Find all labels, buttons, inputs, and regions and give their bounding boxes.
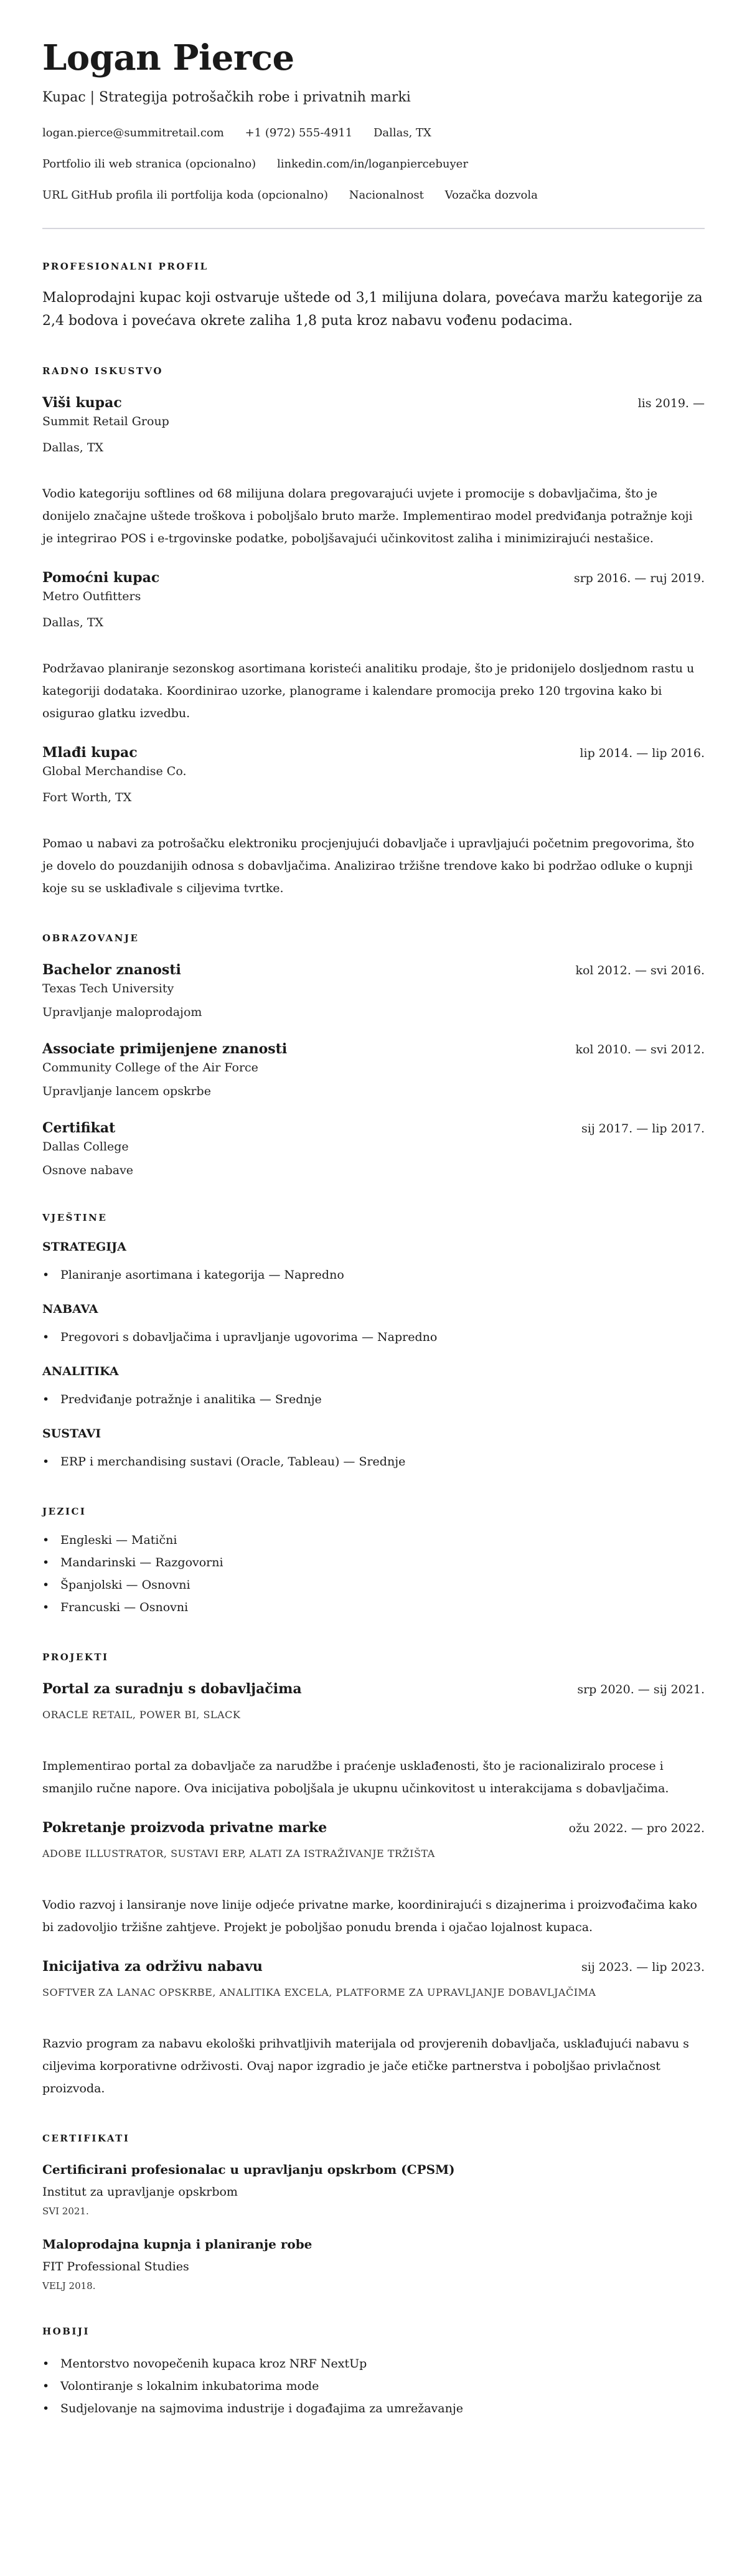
skill-category: STRATEGIJA xyxy=(42,1240,126,1254)
job-description: Podržavao planiranje sezonskog asortimana koristeći analitiku prodaje, što je pridonijelo dosljednom rastu u kategoriji dodataka. Koordinirao uzorke, planograme i kalendare promocija preko 120 trgovina kako bi osigurao glatku izvedbu. xyxy=(42,662,695,720)
projects-section xyxy=(42,1651,705,2100)
date-range: srp 2016. — ruj 2019. xyxy=(573,571,705,585)
company: Summit Retail Group xyxy=(42,415,169,428)
project-technologies: ORACLE RETAIL, POWER BI, SLACK xyxy=(42,1709,241,1721)
project-entry xyxy=(42,1680,705,1800)
certificate-date: VELJ 2018. xyxy=(42,2280,96,2292)
contact-row xyxy=(42,188,705,203)
entry-header xyxy=(42,1119,705,1138)
experience-entry xyxy=(42,743,705,900)
language-item: • Francuski — Osnovni xyxy=(42,1596,705,1619)
candidate-headline: Kupac | Strategija potrošačkih robe i privatnih marki xyxy=(42,90,411,105)
hobby-item: • Mentorstvo novopečenih kupaca kroz NRF NextUp xyxy=(42,2353,705,2375)
skill-category: ANALITIKA xyxy=(42,1365,119,1378)
section-title: PROFESIONALNI PROFIL xyxy=(42,261,209,272)
entry-header xyxy=(42,743,705,763)
job-location: Fort Worth, TX xyxy=(42,791,132,804)
languages-list xyxy=(42,1529,705,1619)
entry-header xyxy=(42,961,705,980)
hobby-item: • Volontiranje s lokalnim inkubatorima mode xyxy=(42,2375,705,2397)
certificate-issuer: FIT Professional Studies xyxy=(42,2260,189,2273)
contact-row xyxy=(42,157,705,172)
header-divider xyxy=(42,228,705,229)
entry-header xyxy=(42,1040,705,1059)
skill-item: • Planiranje asortimana i kategorija — Napredno xyxy=(42,1264,705,1286)
certificate-date: SVI 2021. xyxy=(42,2206,89,2217)
date-range: lip 2014. — lip 2016. xyxy=(580,746,705,760)
section-title: JEZICI xyxy=(42,1506,87,1517)
job-title: Mlađi kupac xyxy=(42,745,138,761)
date-range: sij 2023. — lip 2023. xyxy=(581,1960,705,1974)
skill-item: • Pregovori s dobavljačima i upravljanje ugovorima — Napredno xyxy=(42,1326,705,1348)
job-description: Pomao u nabavi za potrošačku elektroniku procjenjujući dobavljače i upravljajući početnim pregovorima, što je dovelo do pouzdanijih odnosa s dobavljačima. Analizirao tržišne trendove kako bi podržao odluke o kupnji koje su se usklađivale s ciljevima tvrtke. xyxy=(42,837,695,895)
languages-section xyxy=(42,1505,705,1619)
project-name: Portal za suradnju s dobavljačima xyxy=(42,1681,302,1697)
project-name: Pokretanje proizvoda privatne marke xyxy=(42,1820,327,1836)
language-item: • Engleski — Matični xyxy=(42,1529,705,1551)
language-item: • Mandarinski — Razgovorni xyxy=(42,1551,705,1574)
section-title: RADNO ISKUSTVO xyxy=(42,365,163,377)
language-item: • Španjolski — Osnovni xyxy=(42,1574,705,1596)
entry-header xyxy=(42,1818,705,1838)
drivers-license: Vozačka dozvola xyxy=(444,189,538,202)
field-of-study: Osnove nabave xyxy=(42,1163,134,1177)
entry-header xyxy=(42,1680,705,1699)
github-link[interactable]: URL GitHub profila ili portfolija koda (opcionalno) xyxy=(42,189,329,202)
degree: Associate primijenjene znanosti xyxy=(42,1041,288,1057)
location: Dallas, TX xyxy=(373,126,431,139)
education-section xyxy=(42,932,705,1179)
certificates-section xyxy=(42,2132,705,2293)
skill-list xyxy=(42,1326,705,1348)
date-range: kol 2010. — svi 2012. xyxy=(575,1043,705,1056)
experience-section xyxy=(42,365,705,900)
date-range: sij 2017. — lip 2017. xyxy=(581,1122,705,1135)
date-range: ožu 2022. — pro 2022. xyxy=(568,1822,705,1835)
skill-list xyxy=(42,1264,705,1286)
portfolio-link[interactable]: Portfolio ili web stranica (opcionalno) xyxy=(42,157,256,171)
candidate-name: Logan Pierce xyxy=(42,37,294,78)
job-title: Pomoćni kupac xyxy=(42,570,160,586)
education-entry xyxy=(42,1040,705,1100)
project-technologies: SOFTVER ZA LANAC OPSKRBE, ANALITIKA EXCELA, PLATFORME ZA UPRAVLJANJE DOBAVLJAČIMA xyxy=(42,1986,596,1998)
skill-list xyxy=(42,1388,705,1411)
section-title: PROJEKTI xyxy=(42,1652,109,1663)
project-description: Implementirao portal za dobavljače za narudžbe i praćenje usklađenosti, što je racionaliziralo procese i smanjilo ručne napore. Ova inicijativa poboljšala je ukupnu učinkovitost u interakcijama s dobavljačima. xyxy=(42,1759,669,1795)
company: Global Merchandise Co. xyxy=(42,764,187,778)
section-title: HOBIJI xyxy=(42,2326,90,2337)
hobbies-list xyxy=(42,2353,705,2420)
section-title: OBRAZOVANJE xyxy=(42,933,139,944)
project-description: Razvio program za nabavu ekološki prihvatljivih materijala od provjerenih dobavljača, usklađujući nabavu s ciljevima korporativne održivosti. Ovaj napor izgradio je jače etičke partnerstva i poboljšao privlačnost proizvoda. xyxy=(42,2037,689,2095)
profile-section xyxy=(42,260,705,332)
experience-entry xyxy=(42,568,705,725)
field-of-study: Upravljanje maloprodajom xyxy=(42,1005,202,1019)
section-title: VJEŠTINE xyxy=(42,1212,108,1223)
school: Community College of the Air Force xyxy=(42,1061,258,1074)
certificate-name: Maloprodajna kupnja i planiranje robe xyxy=(42,2237,312,2252)
entry-header xyxy=(42,568,705,588)
email-link[interactable]: logan.pierce@summitretail.com xyxy=(42,126,224,139)
contact-row xyxy=(42,126,705,141)
certificate-name: Certificirani profesionalac u upravljanju opskrbom (CPSM) xyxy=(42,2162,455,2177)
experience-entry xyxy=(42,393,705,550)
skill-category: SUSTAVI xyxy=(42,1427,101,1441)
date-range: srp 2020. — sij 2021. xyxy=(577,1683,705,1696)
degree: Certifikat xyxy=(42,1120,116,1136)
hobbies-section xyxy=(42,2325,705,2420)
job-description: Vodio kategoriju softlines od 68 milijuna dolara pregovarajući uvjete i promocije s dobavljačima, što je donijelo značajne uštede troškova i poboljšalo bruto marže. Implementirao model predviđanja potražnje koji je integrirao POS i e-trgovinske podatke, poboljšavajući učinkovitost zaliha i minimizirajući nestašice. xyxy=(42,487,693,545)
degree: Bachelor znanosti xyxy=(42,962,181,978)
company: Metro Outfitters xyxy=(42,590,141,603)
job-location: Dallas, TX xyxy=(42,616,104,629)
school: Texas Tech University xyxy=(42,982,174,995)
profile-text: Maloprodajni kupac koji ostvaruje uštede od 3,1 milijuna dolara, povećava maržu kategorije za 2,4 bodova i povećava okrete zaliha 1,8 puta kroz nabavu vođenu podacima. xyxy=(42,290,703,329)
project-name: Inicijativa za održivu nabavu xyxy=(42,1958,263,1975)
field-of-study: Upravljanje lancem opskrbe xyxy=(42,1084,211,1098)
certificate-issuer: Institut za upravljanje opskrbom xyxy=(42,2185,238,2199)
phone: +1 (972) 555-4911 xyxy=(245,126,353,139)
skill-item: • Predviđanje potražnje i analitika — Srednje xyxy=(42,1388,705,1411)
section-title: CERTIFIKATI xyxy=(42,2133,130,2144)
linkedin-link[interactable]: linkedin.com/in/loganpiercebuyer xyxy=(276,157,468,171)
project-description: Vodio razvoj i lansiranje nove linije odjeće privatne marke, koordinirajući s dizajnerima i proizvođačima kako bi zadovoljio tržišne zahtjeve. Projekt je poboljšao ponudu brenda i ojačao lojalnost kupaca. xyxy=(42,1898,697,1934)
nationality: Nacionalnost xyxy=(349,189,424,202)
resume-header xyxy=(42,36,705,203)
school: Dallas College xyxy=(42,1140,129,1154)
date-range: kol 2012. — svi 2016. xyxy=(575,964,705,977)
entry-header xyxy=(42,1957,705,1977)
project-technologies: ADOBE ILLUSTRATOR, SUSTAVI ERP, ALATI ZA ISTRAŽIVANJE TRŽIŠTA xyxy=(42,1848,435,1859)
education-entry xyxy=(42,1119,705,1179)
skills-section xyxy=(42,1211,705,1473)
education-entry xyxy=(42,961,705,1021)
date-range: lis 2019. — xyxy=(637,397,705,410)
project-entry xyxy=(42,1957,705,2100)
skill-list xyxy=(42,1450,705,1473)
job-location: Dallas, TX xyxy=(42,441,104,454)
skill-item: • ERP i merchandising sustavi (Oracle, Tableau) — Srednje xyxy=(42,1450,705,1473)
hobby-item: • Sudjelovanje na sajmovima industrije i događajima za umrežavanje xyxy=(42,2397,705,2420)
skill-category: NABAVA xyxy=(42,1302,98,1316)
job-title: Viši kupac xyxy=(42,395,122,411)
entry-header xyxy=(42,393,705,413)
project-entry xyxy=(42,1818,705,1939)
